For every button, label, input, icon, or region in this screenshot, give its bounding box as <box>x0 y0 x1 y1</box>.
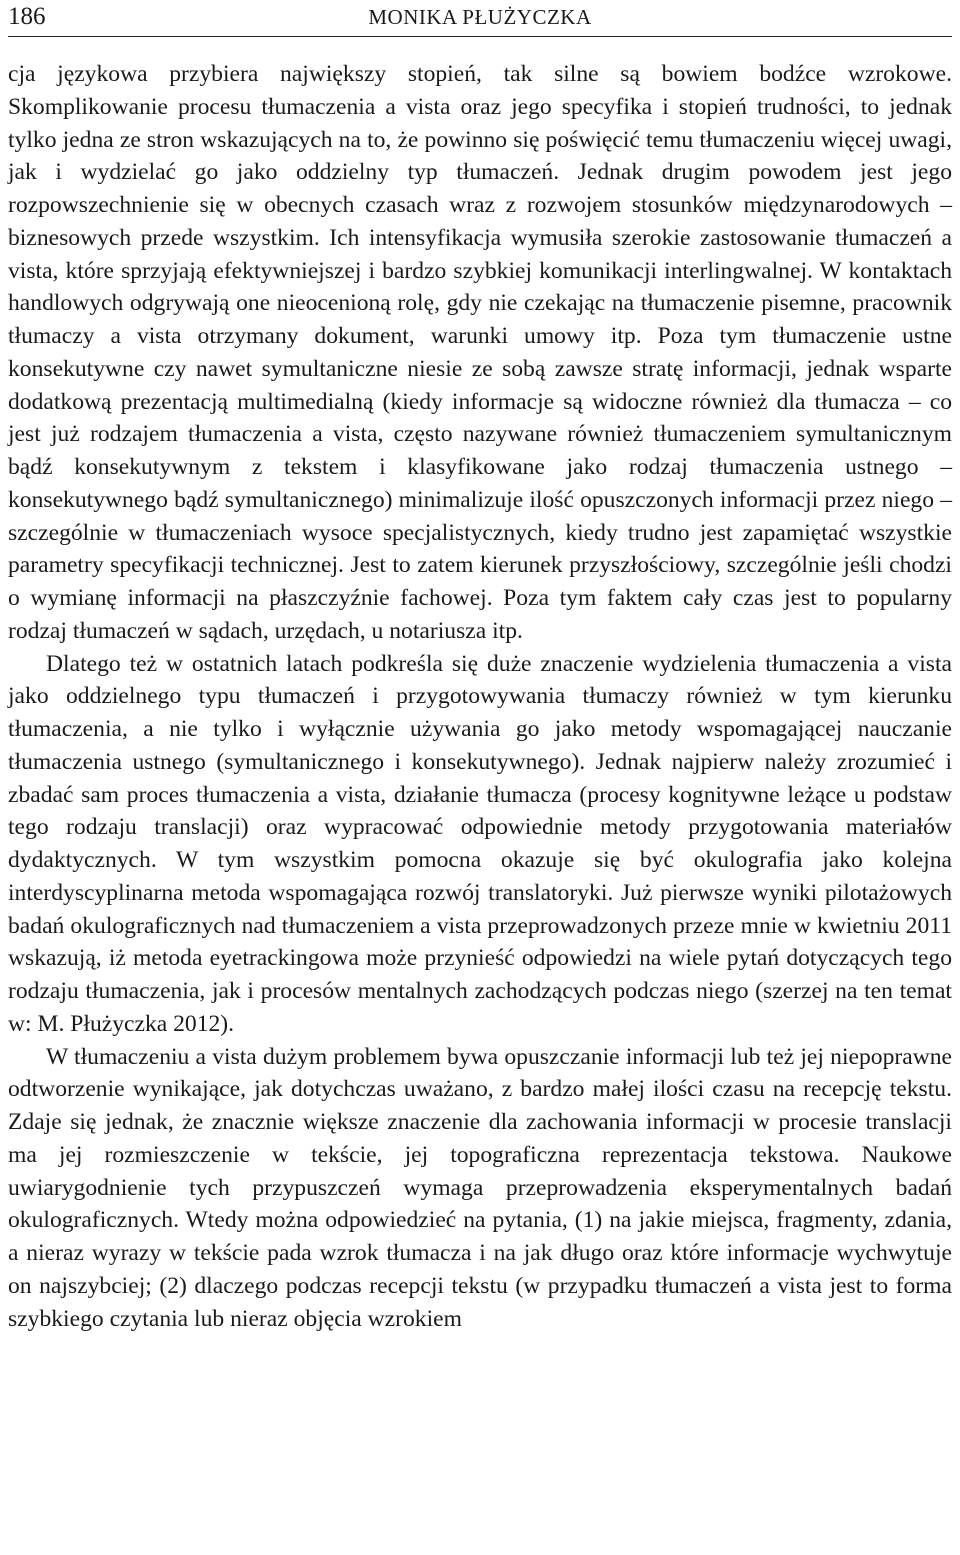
page-header <box>8 0 952 37</box>
paragraph: cja językowa przybiera największy stopień, tak silne są bowiem bodźce wzrokowe. Skomplikowanie procesu tłumaczenia a vista oraz jego specyfika i stopień trudności, to jednak tylko jedna ze stron wskazujących na to, że powinno się poświęcić temu tłumaczeniu więcej uwagi, jak i wydzielać go jako oddzielny typ tłumaczeń. Jednak drugim powodem jest jego rozpowszechnienie się w obecnych czasach wraz z rozwojem stosunków międzynarodowych – biznesowych przede wszystkim. Ich intensyfikacja wymusiła szerokie zastosowanie tłumaczeń a vista, które sprzyjają efektywniejszej i bardzo szybkiej komunikacji interlingwalnej. W kontaktach handlowych odgrywają one nieocenioną rolę, gdy nie czekając na tłumaczenie pisemne, pracownik tłumaczy a vista otrzymany dokument, warunki umowy itp. Poza tym tłumaczenie ustne konsekutywne czy nawet symultaniczne niesie ze sobą zawsze stratę informacji, jednak wsparte dodatkową prezentacją multimedialną (kiedy informacje są widoczne również dla tłumacza – co jest już rodzajem tłumaczenia a vista, często nazywane również tłumaczeniem symultanicznym bądź konsekutywnym z tekstem i klasyfikowane jako rodzaj tłumaczenia ustnego – konsekutywnego bądź symultanicznego) minimalizuje ilość opuszczonych informacji przez niego – szczególnie w tłumaczeniach wysoce specjalistycznych, kiedy trudno jest zapamiętać wszystkie parametry specyfikacji technicznej. Jest to zatem kierunek przyszłościowy, szczególnie jeśli chodzi o wymianę informacji na płaszczyźnie fachowej. Poza tym faktem cały czas jest to popularny rodzaj tłumaczeń w sądach, urzędach, u notariusza itp. <box>8 61 952 644</box>
paragraph: W tłumaczeniu a vista dużym problemem bywa opuszczanie informacji lub też jej niepoprawne odtworzenie wynikające, jak dotychczas uważano, z bardzo małej ilości czasu na recepcję tekstu. Zdaje się jednak, że znacznie większe znaczenie dla zachowania informacji w procesie translacji ma jej rozmieszczenie w tekście, jej topograficzna reprezentacja tekstowa. Naukowe uwiarygodnienie tych przypuszczeń wymaga przeprowadzenia eksperymentalnych badań okulograficznych. Wtedy można odpowiedzieć na pytania, (1) na jakie miejsca, fragmenty, zdania, a nieraz wyrazy w tekście pada wzrok tłumacza i na jak długo oraz które informacje wychwytuje on najszybciej; (2) dlaczego podczas recepcji tekstu (w przypadku tłumaczeń a vista jest to forma szybkiego czytania lub nieraz objęcia wzrokiem <box>8 1043 952 1332</box>
body-text <box>8 58 952 1335</box>
paragraph: Dlatego też w ostatnich latach podkreśla się duże znaczenie wydzielenia tłumaczenia a vista jako oddzielnego typu tłumaczeń i przygotowywania tłumaczy również w tym kierunku tłumaczenia, a nie tylko i wyłącznie używania go jako metody wspomagającej nauczanie tłumaczenia ustnego (symultanicznego i konsekutywnego). Jednak najpierw należy zrozumieć i zbadać sam proces tłumaczenia a vista, działanie tłumacza (procesy kognitywne leżące u podstaw tego rodzaju translacji) oraz wypracować odpowiednie metody przygotowania materiałów dydaktycznych. W tym wszystkim pomocna okazuje się być okulografia jako kolejna interdyscyplinarna metoda wspomagająca rozwój translatoryki. Już pierwsze wyniki pilotażowych badań okulograficznych nad tłumaczeniem a vista przeprowadzonych przeze mnie w kwietniu 2011 wskazują, iż metoda eyetrackingowa może przynieść odpowiedzi na wiele pytań dotyczących tego rodzaju tłumaczenia, jak i procesów mentalnych zachodzących podczas niego (szerzej na ten temat w: M. Płużyczka 2012). <box>8 650 952 1037</box>
page-number: 186 <box>8 3 46 30</box>
running-head: MONIKA PŁUŻYCZKA <box>368 5 592 29</box>
